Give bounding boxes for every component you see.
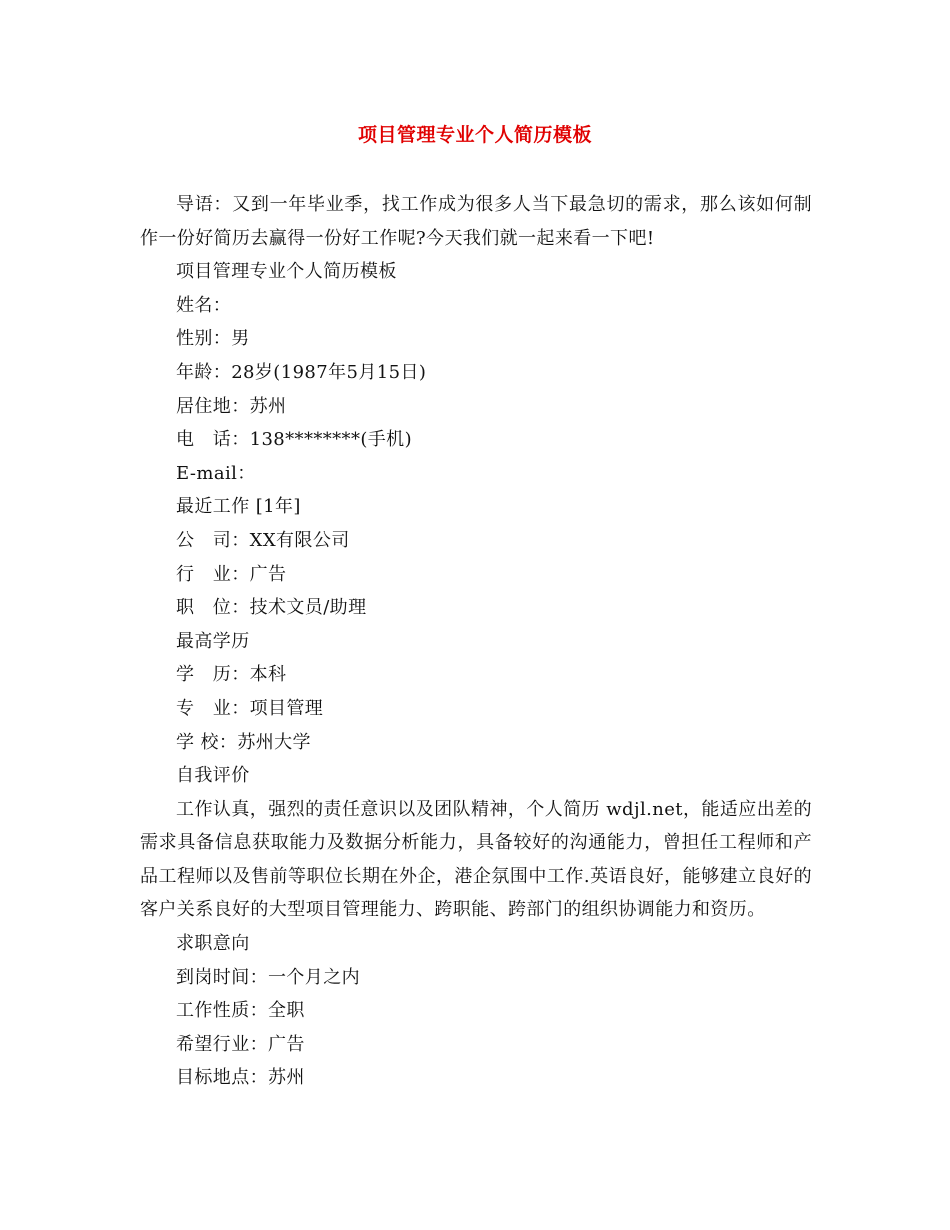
major-line: 专 业：项目管理: [176, 697, 324, 719]
gender-line: 性别：男: [176, 328, 250, 350]
name-line: 姓名：: [176, 294, 232, 316]
residence-line: 居住地：苏州: [176, 395, 287, 417]
age-line: 年龄：28岁(1987年5月15日): [176, 361, 427, 383]
position-line: 职 位：技术文员/助理: [176, 597, 367, 619]
availability-line: 到岗时间：一个月之内: [176, 966, 360, 988]
desired-industry-line: 希望行业：广告: [176, 1033, 305, 1055]
degree-line: 学 历：本科: [176, 664, 287, 686]
education-heading: 最高学历: [176, 630, 250, 652]
school-line: 学 校：苏州大学: [176, 731, 311, 753]
recent-work-heading: 最近工作 [1年]: [176, 496, 301, 518]
resume-heading: 项目管理专业个人简历模板: [176, 261, 397, 283]
phone-line: 电 话：138********(手机): [176, 429, 413, 451]
intro-paragraph: 导语：又到一年毕业季，找工作成为很多人当下最急切的需求，那么该如何制作一份好简历去赢得一份好工作呢?今天我们就一起来看一下吧!: [140, 194, 812, 249]
target-location-line: 目标地点：苏州: [176, 1067, 305, 1089]
document-title: 项目管理专业个人简历模板: [357, 124, 592, 146]
job-intention-heading: 求职意向: [176, 933, 250, 955]
self-evaluation-paragraph: 工作认真，强烈的责任意识以及团队精神，个人简历 wdjl.net，能适应出差的需求具备信息获取能力及数据分析能力，具备较好的沟通能力，曾担任工程师和产品工程师以及售前等职位长期在外企，港企氛围中工作.英语良好，能够建立良好的客户关系良好的大型项目管理能力、跨职能、跨部门的组织协调能力和资历。: [140, 798, 812, 921]
self-evaluation-heading: 自我评价: [176, 765, 250, 787]
document-body: [140, 188, 812, 1095]
industry-line: 行 业：广告: [176, 563, 287, 585]
company-line: 公 司：XX有限公司: [176, 529, 350, 551]
email-line: E-mail：: [176, 462, 256, 484]
job-type-line: 工作性质：全职: [176, 1000, 305, 1022]
